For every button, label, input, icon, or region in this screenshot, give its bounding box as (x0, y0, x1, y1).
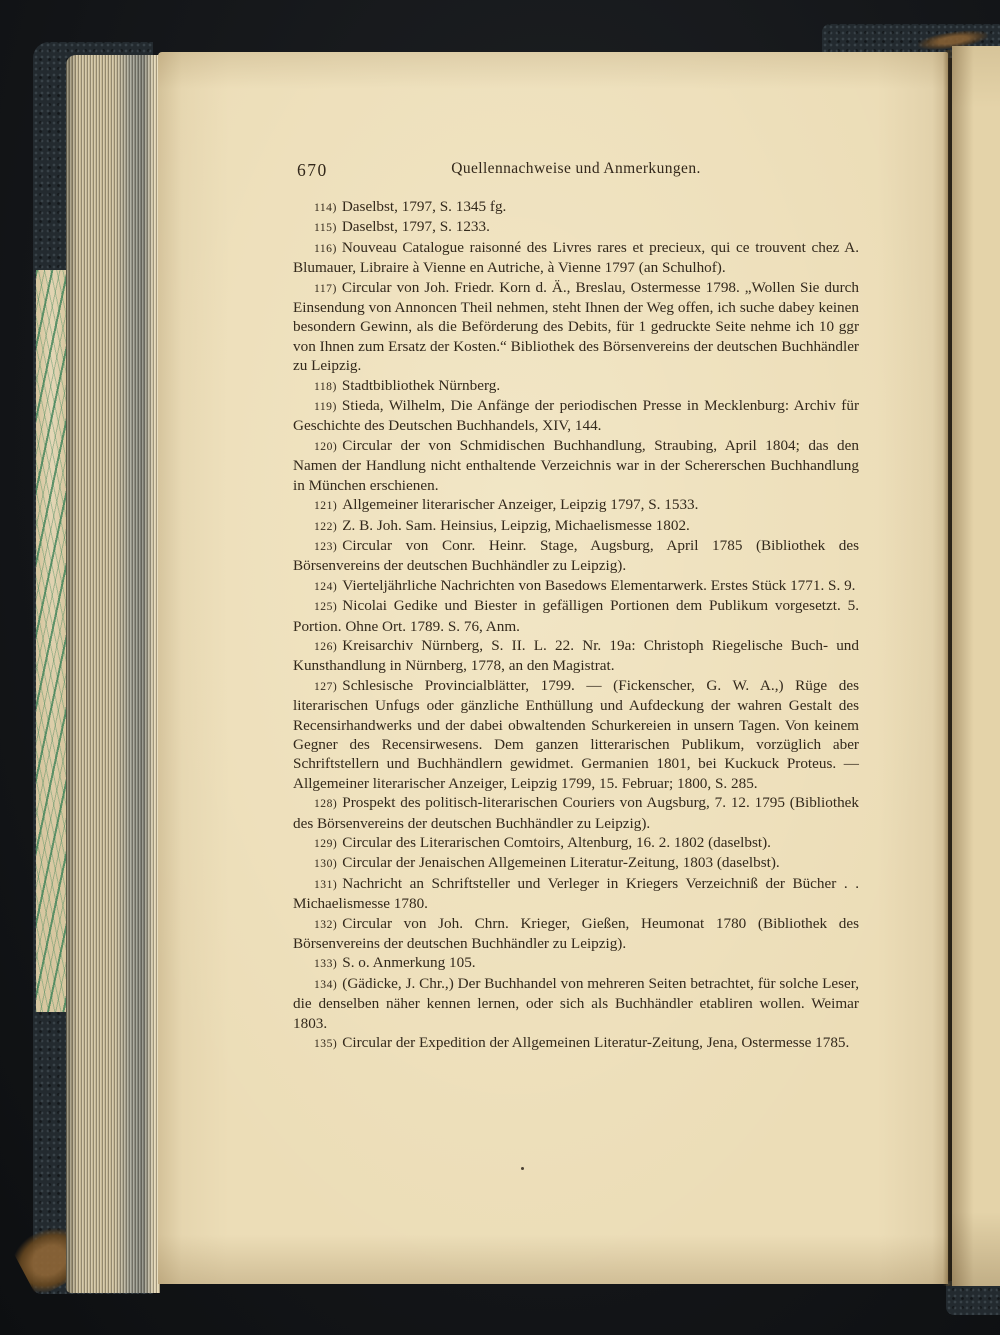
footnote-number: 117) (314, 281, 337, 295)
footnote (293, 436, 859, 495)
footnote-number: 127) (314, 679, 338, 693)
footnote-list (293, 197, 859, 1053)
footnote (293, 238, 859, 278)
page-number: 670 (297, 160, 328, 180)
footnote (293, 676, 859, 793)
footnote-text: Nouveau Catalogue raisonné des Livres rares et precieux, qui ce trouvent chez A. Blumauer, Libraire à Vienne en Autriche, à Vienne 1797 (an Schulhof). (293, 238, 859, 277)
footnote-number: 129) (314, 837, 338, 850)
footnote (293, 953, 859, 973)
footnote-text: Kreisarchiv Nürnberg, S. II. L. 22. Nr. 19a: Christoph Riegelische Buch- und Kunsthandlung in Nürnberg, 1778, an den Magistrat. (293, 636, 859, 675)
footnote-text: Circular der von Schmidischen Buchhandlung, Straubing, April 1804; das den Namen der Handlung nicht enthaltende Verzeichnis war in der Schererschen Buchhandlung in München erschienen. (293, 436, 859, 494)
footnote-text: Circular des Literarischen Comtoirs, Altenburg, 16. 2. 1802 (daselbst). (342, 834, 771, 851)
footnote (293, 974, 859, 1033)
footnote (293, 853, 859, 873)
footnote (293, 576, 859, 596)
footnote-text: Nicolai Gedike und Biester in gefälligen Portionen dem Publikum vorgesetzt. 5. Portion. Ohne Ort. 1789. S. 76, Anm. (293, 597, 859, 635)
footnote-text: Circular der Jenaischen Allgemeinen Literatur-Zeitung, 1803 (daselbst). (342, 854, 780, 872)
page-header-row (293, 160, 859, 182)
footnote-text: Allgemeiner literarischer Anzeiger, Leipzig 1797, S. 1533. (342, 496, 699, 514)
footnote (293, 495, 859, 515)
footnote (293, 536, 859, 576)
footnote-text: Stieda, Wilhelm, Die Anfänge der periodischen Presse in Mecklenburg: Archiv für Geschichte des Deutschen Buchhandels, XIV, 144. (293, 397, 859, 435)
footnote-number: 133) (314, 957, 338, 971)
fore-edge-page-stack (66, 55, 160, 1293)
footnote-text: Circular von Joh. Friedr. Korn d. Ä., Breslau, Ostermesse 1798. „Wollen Sie durch Einsendung von Annoncen Theil nehmen, steht Ihnen der Weg offen, ich suche dabey keinen besondern Gewinn, als die Beförderung des Debits, für 1 gedruckte Seite nehme ich 10 ggr von Ihnen zum Ersatz der Kosten.“ Bibliothek des Börsenvereins der deutschen Buchhändler zu Leipzig. (293, 278, 859, 375)
footnote (293, 793, 859, 833)
footnote-number: 114) (314, 201, 337, 214)
running-header: Quellennachweise und Anmerkungen. (451, 160, 701, 177)
footnote-text: Circular von Conr. Heinr. Stage, Augsburg, April 1785 (Bibliothek des Börsenvereins der deutschen Buchhändler zu Leipzig). (293, 536, 859, 575)
footnote-number: 128) (314, 797, 338, 811)
footnote-number: 121) (314, 499, 338, 513)
book-cover-bottom-right-corner (946, 1281, 1000, 1315)
footnote-number: 126) (314, 639, 338, 653)
footnote-text: Prospekt des politisch-literarischen Couriers von Augsburg, 7. 12. 1795 (Bibliothek des Börsenvereins der deutschen Buchhändler zu Leipzig). (293, 794, 859, 832)
footnote-text: Z. B. Joh. Sam. Heinsius, Leipzig, Michaelismesse 1802. (342, 516, 690, 534)
footnote-number: 134) (314, 977, 338, 991)
footnote-text: Stadtbibliothek Nürnberg. (341, 376, 501, 394)
footnote-text: Circular von Joh. Chrn. Krieger, Gießen, Heumonat 1780 (Bibliothek des Börsenvereins der deutschen Buchhändler zu Leipzig). (293, 914, 859, 953)
footnote-number: 125) (314, 600, 338, 614)
footnote (293, 396, 859, 436)
footnote-number: 132) (314, 917, 338, 931)
footnote-number: 118) (314, 379, 337, 393)
footnote-number: 130) (314, 857, 338, 871)
facing-page-edge (952, 46, 1000, 1286)
footnote-text: Nachricht an Schriftsteller und Verleger in Kriegers Verzeichniß der Bücher . . Michaelismesse 1780. (293, 874, 859, 913)
footnote-number: 119) (314, 400, 337, 414)
dust-speck (521, 1167, 524, 1170)
open-book-page (158, 52, 948, 1284)
footnote-text: Schlesische Provincialblätter, 1799. — (Fickenscher, G. W. A.,) Rüge des literarischen Unfugs oder gänzliche Enthüllung und Aufdeckung der wahren Gestalt des Recensirhandwerks und der dabei obwaltenden Schurkereien in unsern Tagen. Von keinem Gegner des Recensirwesens. Dem ganzen litterarischen Publikum, vorzüglich aber Schriftstellern und Buchhändlern gewidmet. Germanien 1801, bei Kuckuck Proteus. — Allgemeiner literarischer Anzeiger, Leipzig 1799, 15. Februar; 1800, S. 285. (293, 676, 859, 792)
footnote (293, 833, 859, 853)
footnote (293, 376, 859, 396)
footnote (293, 516, 859, 536)
marbled-endpaper-edge (36, 270, 68, 1012)
footnote (293, 1033, 859, 1053)
footnote-text: Daselbst, 1797, S. 1233. (341, 218, 490, 236)
footnote-text: (Gädicke, J. Chr.,) Der Buchhandel von mehreren Seiten betrachtet, für solche Leser, die denselben näher kennen lernen, oder sich als Buchhändler etabliren wollen. Weimar 1803. (293, 974, 859, 1032)
footnote-text: Vierteljährliche Nachrichten von Basedows Elementarwerk. Erstes Stück 1771. S. 9. (342, 576, 856, 594)
footnote-text: Daselbst, 1797, S. 1345 fg. (341, 198, 507, 215)
footnote-number: 115) (314, 221, 337, 235)
footnote (293, 874, 859, 914)
footnote (293, 278, 859, 376)
footnote-number: 122) (314, 519, 338, 533)
footnote-number: 135) (314, 1037, 338, 1051)
footnote (293, 596, 859, 636)
footnote (293, 636, 859, 676)
footnote (293, 197, 859, 217)
footnote (293, 217, 859, 237)
footnote-text: Circular der Expedition der Allgemeinen Literatur-Zeitung, Jena, Ostermesse 1785. (342, 1034, 850, 1052)
footnote-number: 131) (314, 877, 338, 891)
footnote-number: 124) (314, 579, 338, 593)
footnote-number: 120) (314, 439, 338, 453)
footnote-text: S. o. Anmerkung 105. (342, 954, 476, 972)
footnote-number: 116) (314, 241, 337, 255)
footnote-number: 123) (314, 539, 338, 553)
footnote (293, 914, 859, 954)
